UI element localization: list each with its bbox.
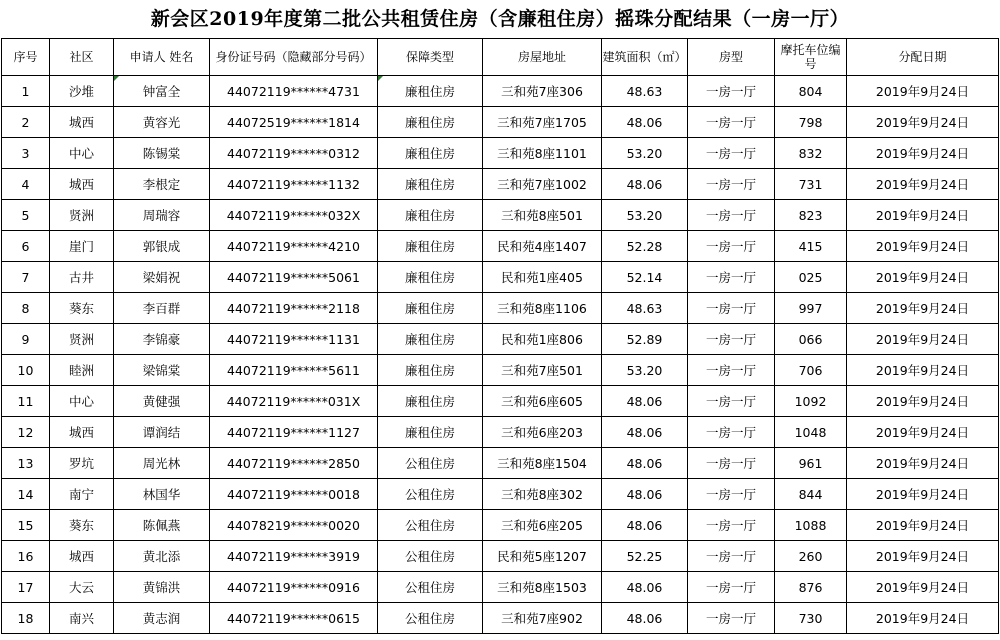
- cell-moto-slot: 260: [775, 541, 847, 572]
- cell-date: 2019年9月24日: [847, 293, 999, 324]
- cell-date: 2019年9月24日: [847, 262, 999, 293]
- cell-seq: 6: [2, 231, 50, 262]
- cell-seq: 12: [2, 417, 50, 448]
- cell-seq: 3: [2, 138, 50, 169]
- cell-marker-icon: [378, 76, 383, 81]
- cell-id-number: 44072119******3919: [210, 541, 378, 572]
- cell-applicant-name: 郭银成: [114, 231, 210, 262]
- cell-address: 三和苑8座302: [483, 479, 602, 510]
- cell-community: 城西: [50, 169, 114, 200]
- table-row: [2, 510, 999, 541]
- cell-guarantee-type: 廉租住房: [378, 417, 483, 448]
- cell-area: 48.06: [602, 603, 688, 634]
- cell-guarantee-type: 廉租住房: [378, 107, 483, 138]
- header-applicant: 申请人 姓名: [114, 39, 210, 76]
- cell-date: 2019年9月24日: [847, 479, 999, 510]
- cell-guarantee-type: 公租住房: [378, 603, 483, 634]
- cell-area: 48.06: [602, 386, 688, 417]
- cell-address: 三和苑8座1503: [483, 572, 602, 603]
- cell-house-type: 一房一厅: [688, 386, 775, 417]
- cell-address: 民和苑1座806: [483, 324, 602, 355]
- cell-house-type: 一房一厅: [688, 479, 775, 510]
- cell-applicant-name: 陈佩燕: [114, 510, 210, 541]
- cell-applicant-name: 李根定: [114, 169, 210, 200]
- table-row: [2, 417, 999, 448]
- cell-house-type: 一房一厅: [688, 355, 775, 386]
- header-guarantee-type: 保障类型: [378, 39, 483, 76]
- table-row: [2, 200, 999, 231]
- cell-guarantee-type: 廉租住房: [378, 169, 483, 200]
- cell-community: 崖门: [50, 231, 114, 262]
- cell-moto-slot: 731: [775, 169, 847, 200]
- cell-area: 48.06: [602, 572, 688, 603]
- cell-moto-slot: 798: [775, 107, 847, 138]
- document-title: 新会区2019年度第二批公共租赁住房（含廉租住房）摇珠分配结果（一房一厅）: [150, 8, 850, 30]
- cell-area: 53.20: [602, 200, 688, 231]
- cell-seq: 11: [2, 386, 50, 417]
- cell-community: 贤洲: [50, 200, 114, 231]
- cell-area: 52.89: [602, 324, 688, 355]
- cell-area: 48.06: [602, 169, 688, 200]
- cell-community: 中心: [50, 138, 114, 169]
- cell-house-type: 一房一厅: [688, 603, 775, 634]
- cell-moto-slot: 706: [775, 355, 847, 386]
- table-header-row: [2, 39, 999, 76]
- cell-id-number: 44072119******4731: [210, 76, 378, 107]
- cell-address: 三和苑7座1002: [483, 169, 602, 200]
- cell-moto-slot: 730: [775, 603, 847, 634]
- cell-community: 城西: [50, 107, 114, 138]
- cell-applicant-name: 黄志润: [114, 603, 210, 634]
- cell-seq: 14: [2, 479, 50, 510]
- cell-date: 2019年9月24日: [847, 76, 999, 107]
- cell-community: 城西: [50, 541, 114, 572]
- header-moto-slot: 摩托车位编号: [775, 39, 847, 76]
- cell-date: 2019年9月24日: [847, 324, 999, 355]
- cell-date: 2019年9月24日: [847, 448, 999, 479]
- cell-guarantee-type: 公租住房: [378, 510, 483, 541]
- cell-address: 三和苑8座501: [483, 200, 602, 231]
- header-date: 分配日期: [847, 39, 999, 76]
- table-row: [2, 107, 999, 138]
- cell-seq: 8: [2, 293, 50, 324]
- cell-guarantee-type: 廉租住房: [378, 386, 483, 417]
- cell-guarantee-type: 廉租住房: [378, 76, 483, 107]
- table-row: [2, 231, 999, 262]
- cell-house-type: 一房一厅: [688, 293, 775, 324]
- cell-guarantee-type: 廉租住房: [378, 200, 483, 231]
- cell-guarantee-type: 廉租住房: [378, 138, 483, 169]
- cell-applicant-name: 梁娟祝: [114, 262, 210, 293]
- cell-id-number: 44072119******032X: [210, 200, 378, 231]
- cell-applicant-name: 黄健强: [114, 386, 210, 417]
- cell-date: 2019年9月24日: [847, 386, 999, 417]
- cell-house-type: 一房一厅: [688, 169, 775, 200]
- cell-moto-slot: 823: [775, 200, 847, 231]
- cell-date: 2019年9月24日: [847, 107, 999, 138]
- cell-guarantee-type: 公租住房: [378, 572, 483, 603]
- cell-date: 2019年9月24日: [847, 355, 999, 386]
- cell-seq: 10: [2, 355, 50, 386]
- cell-community: 沙堆: [50, 76, 114, 107]
- cell-guarantee-type: 公租住房: [378, 479, 483, 510]
- cell-address: 三和苑6座203: [483, 417, 602, 448]
- cell-community: 睦洲: [50, 355, 114, 386]
- cell-id-number: 44072119******2118: [210, 293, 378, 324]
- cell-id-number: 44072119******4210: [210, 231, 378, 262]
- cell-address: 三和苑8座1106: [483, 293, 602, 324]
- cell-applicant-name: 黄北添: [114, 541, 210, 572]
- cell-seq: 17: [2, 572, 50, 603]
- cell-area: 52.25: [602, 541, 688, 572]
- cell-date: 2019年9月24日: [847, 200, 999, 231]
- cell-moto-slot: 832: [775, 138, 847, 169]
- cell-guarantee-type: 廉租住房: [378, 262, 483, 293]
- cell-date: 2019年9月24日: [847, 510, 999, 541]
- cell-id-number: 44072119******0916: [210, 572, 378, 603]
- table-row: [2, 293, 999, 324]
- cell-moto-slot: 876: [775, 572, 847, 603]
- cell-applicant-name: 林国华: [114, 479, 210, 510]
- table-row: [2, 541, 999, 572]
- table-row: [2, 76, 999, 107]
- cell-date: 2019年9月24日: [847, 541, 999, 572]
- cell-marker-icon: [114, 76, 119, 81]
- cell-guarantee-type: 公租住房: [378, 448, 483, 479]
- cell-area: 53.20: [602, 355, 688, 386]
- cell-seq: 5: [2, 200, 50, 231]
- cell-seq: 9: [2, 324, 50, 355]
- cell-guarantee-type: 廉租住房: [378, 231, 483, 262]
- cell-community: 城西: [50, 417, 114, 448]
- table-row: [2, 603, 999, 634]
- cell-community: 南兴: [50, 603, 114, 634]
- cell-house-type: 一房一厅: [688, 448, 775, 479]
- cell-date: 2019年9月24日: [847, 231, 999, 262]
- cell-house-type: 一房一厅: [688, 138, 775, 169]
- cell-moto-slot: 997: [775, 293, 847, 324]
- cell-id-number: 44072119******031X: [210, 386, 378, 417]
- cell-area: 52.28: [602, 231, 688, 262]
- cell-applicant-name: 黄容光: [114, 107, 210, 138]
- cell-id-number: 44072119******5061: [210, 262, 378, 293]
- cell-guarantee-type: 廉租住房: [378, 355, 483, 386]
- cell-community: 罗坑: [50, 448, 114, 479]
- cell-area: 48.06: [602, 448, 688, 479]
- cell-applicant-name: 周光林: [114, 448, 210, 479]
- table-row: [2, 169, 999, 200]
- cell-moto-slot: 025: [775, 262, 847, 293]
- header-seq: 序号: [2, 39, 50, 76]
- cell-area: 53.20: [602, 138, 688, 169]
- cell-community: 南宁: [50, 479, 114, 510]
- cell-applicant-name: 李百群: [114, 293, 210, 324]
- cell-date: 2019年9月24日: [847, 138, 999, 169]
- cell-moto-slot: 844: [775, 479, 847, 510]
- cell-date: 2019年9月24日: [847, 603, 999, 634]
- cell-id-number: 44072119******0615: [210, 603, 378, 634]
- cell-seq: 2: [2, 107, 50, 138]
- cell-applicant-name: 陈锡棠: [114, 138, 210, 169]
- cell-id-number: 44072119******0018: [210, 479, 378, 510]
- cell-address: 民和苑5座1207: [483, 541, 602, 572]
- cell-community: 中心: [50, 386, 114, 417]
- cell-area: 48.06: [602, 417, 688, 448]
- cell-house-type: 一房一厅: [688, 324, 775, 355]
- table-row: [2, 448, 999, 479]
- table-row: [2, 262, 999, 293]
- cell-id-number: 44078219******0020: [210, 510, 378, 541]
- cell-id-number: 44072119******1131: [210, 324, 378, 355]
- table-row: [2, 386, 999, 417]
- cell-address: 三和苑7座501: [483, 355, 602, 386]
- table-row: [2, 324, 999, 355]
- cell-moto-slot: 1092: [775, 386, 847, 417]
- header-id-number: 身份证号码（隐藏部分号码）: [210, 39, 378, 76]
- cell-area: 48.06: [602, 479, 688, 510]
- cell-applicant-name: 李锦豪: [114, 324, 210, 355]
- cell-seq: 4: [2, 169, 50, 200]
- cell-area: 48.06: [602, 510, 688, 541]
- table-row: [2, 138, 999, 169]
- cell-seq: 18: [2, 603, 50, 634]
- cell-house-type: 一房一厅: [688, 76, 775, 107]
- header-house-type: 房型: [688, 39, 775, 76]
- cell-id-number: 44072119******2850: [210, 448, 378, 479]
- cell-address: 三和苑7座306: [483, 76, 602, 107]
- cell-address: 民和苑4座1407: [483, 231, 602, 262]
- cell-id-number: 44072119******0312: [210, 138, 378, 169]
- cell-address: 三和苑8座1101: [483, 138, 602, 169]
- cell-house-type: 一房一厅: [688, 510, 775, 541]
- cell-address: 三和苑7座902: [483, 603, 602, 634]
- cell-applicant-name: 周瑞容: [114, 200, 210, 231]
- cell-seq: 13: [2, 448, 50, 479]
- cell-guarantee-type: 廉租住房: [378, 324, 483, 355]
- cell-address: 三和苑6座205: [483, 510, 602, 541]
- table-row: [2, 572, 999, 603]
- cell-date: 2019年9月24日: [847, 572, 999, 603]
- cell-house-type: 一房一厅: [688, 200, 775, 231]
- cell-house-type: 一房一厅: [688, 107, 775, 138]
- cell-house-type: 一房一厅: [688, 231, 775, 262]
- cell-id-number: 44072119******1132: [210, 169, 378, 200]
- cell-community: 葵东: [50, 293, 114, 324]
- cell-area: 48.63: [602, 76, 688, 107]
- cell-id-number: 44072119******1127: [210, 417, 378, 448]
- cell-date: 2019年9月24日: [847, 417, 999, 448]
- cell-community: 贤洲: [50, 324, 114, 355]
- cell-guarantee-type: 廉租住房: [378, 293, 483, 324]
- cell-seq: 1: [2, 76, 50, 107]
- cell-moto-slot: 1048: [775, 417, 847, 448]
- cell-house-type: 一房一厅: [688, 417, 775, 448]
- cell-house-type: 一房一厅: [688, 572, 775, 603]
- cell-moto-slot: 961: [775, 448, 847, 479]
- table-row: [2, 479, 999, 510]
- table-row: [2, 355, 999, 386]
- cell-address: 三和苑7座1705: [483, 107, 602, 138]
- cell-community: 古井: [50, 262, 114, 293]
- cell-applicant-name: 谭润结: [114, 417, 210, 448]
- cell-applicant-name: 梁锦棠: [114, 355, 210, 386]
- cell-community: 葵东: [50, 510, 114, 541]
- cell-address: 三和苑6座605: [483, 386, 602, 417]
- cell-area: 48.06: [602, 107, 688, 138]
- cell-area: 52.14: [602, 262, 688, 293]
- cell-id-number: 44072519******1814: [210, 107, 378, 138]
- header-area: 建筑面积（㎡）: [602, 39, 688, 76]
- cell-address: 三和苑8座1504: [483, 448, 602, 479]
- cell-house-type: 一房一厅: [688, 541, 775, 572]
- cell-community: 大云: [50, 572, 114, 603]
- cell-moto-slot: 804: [775, 76, 847, 107]
- cell-moto-slot: 1088: [775, 510, 847, 541]
- header-address: 房屋地址: [483, 39, 602, 76]
- cell-guarantee-type: 公租住房: [378, 541, 483, 572]
- cell-area: 48.63: [602, 293, 688, 324]
- cell-address: 民和苑1座405: [483, 262, 602, 293]
- cell-id-number: 44072119******5611: [210, 355, 378, 386]
- cell-applicant-name: 黄锦洪: [114, 572, 210, 603]
- allocation-table: [1, 38, 999, 634]
- cell-applicant-name: 钟富全: [114, 76, 210, 107]
- cell-house-type: 一房一厅: [688, 262, 775, 293]
- cell-moto-slot: 066: [775, 324, 847, 355]
- header-community: 社区: [50, 39, 114, 76]
- cell-date: 2019年9月24日: [847, 169, 999, 200]
- cell-seq: 16: [2, 541, 50, 572]
- cell-seq: 7: [2, 262, 50, 293]
- cell-moto-slot: 415: [775, 231, 847, 262]
- cell-seq: 15: [2, 510, 50, 541]
- table-body: [2, 76, 999, 634]
